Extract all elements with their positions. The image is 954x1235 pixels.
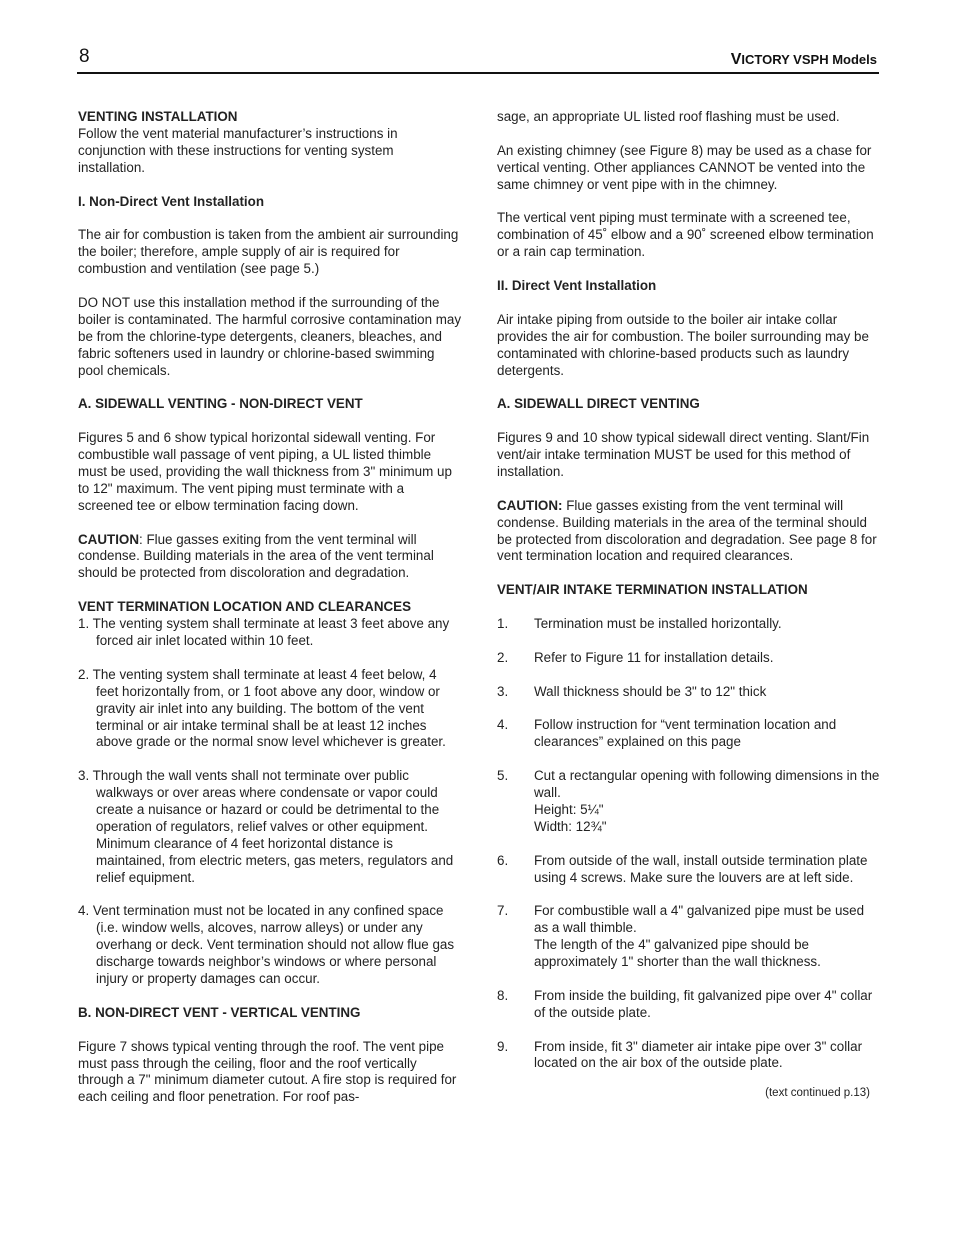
caution-label: CAUTION: [497,497,563,513]
step-body [534,903,881,971]
step-text: From inside, fit 3" diameter air intake pipe over 3" collar located on the air box of the outside plate. [534,1038,863,1071]
combustion-air-paragraph: The air for combustion is taken from the ambient air surrounding the boiler; therefore, ample supply of air is required for combustion and ventilation (see page 5.) [78,227,459,277]
step-text: From outside of the wall, install outside termination plate using 4 screws. Make sure the louvers are at left side. [534,852,868,885]
vertical-venting-paragraph: Figure 7 shows typical venting through the roof. The vent pipe must pass through the ceiling, floor and the roof vertically through a 7" minimum diameter cutout. A fire stop is required for each ceiling and floor penetration. For roof pas- [78,1038,457,1105]
step-number: 9. [497,1038,509,1054]
step-number: 8. [497,987,509,1003]
step-body [534,768,881,836]
step-number: 3. [497,683,509,699]
step-number: 5. [497,768,509,784]
step-dimension-width: Width: 12¾" [534,818,607,834]
caution-paragraph-right [497,498,881,566]
air-intake-paragraph: Air intake piping from outside to the boiler air intake collar provides the air for combustion. The boiler surrounding may be contaminated with chlorine-based products such as laundry detergents. [497,311,869,378]
installation-step [497,684,881,701]
clearance-item: 3. Through the wall vents shall not terminate over public walkways or over areas where condensate or vapor could create a nuisance or hazard or could be detrimental to the operation of regulators, relief valves or other equipment. Minimum clearance of 4 feet horizontal distance is maintained, from electric meters, gas meters, regulators and relief equipment. [78,768,454,885]
installation-step [497,768,881,836]
venting-intro: Follow the vent material manufacturer’s instructions in conjunction with these instructions for venting system installation. [78,125,398,175]
sidewall-direct-paragraph: Figures 9 and 10 show typical sidewall direct venting. Slant/Fin vent/air intake termination MUST be used for this method of installation. [497,430,870,479]
caution-text: Flue gasses existing from the vent terminal will condense. Building materials in the area of the terminal should be protected from discoloration and degradation. See page 8 for vent termination location and required clearances. [497,497,877,564]
vertical-termination-paragraph: The vertical vent piping must terminate with a screened tee, combination of 45˚ elbow and a 90˚ screened elbow termination or a rain cap termination. [497,210,874,260]
clearance-item: 1. The venting system shall terminate at least 3 feet above any forced air inlet located within 10 feet. [78,616,450,648]
sidewall-venting-paragraph: Figures 5 and 6 show typical horizontal sidewall venting. For combustible wall passage of vent piping, a UL listed thimble must be used, providing the wall thickness from 3" minimum up to 12" maximum. The vent piping must terminate with a screened tee or elbow termination facing down. [78,430,452,513]
sidewall-venting-heading: A. SIDEWALL VENTING - NON-DIRECT VENT [78,396,363,412]
header-title-suffix: Models [828,52,877,67]
step-text: Refer to Figure 11 for installation details. [534,649,774,665]
step-number: 6. [497,852,509,868]
step-text: From inside the building, fit galvanized pipe over 4" collar of the outside plate. [534,987,873,1020]
installation-step [497,616,881,633]
step-subtext: The length of the 4" galvanized pipe should be approximately 1" shorter than the wall thickness. [534,937,821,970]
non-direct-vent-heading: I. Non-Direct Vent Installation [78,193,265,209]
installation-step [497,1039,881,1073]
running-header-title [731,52,877,69]
vertical-venting-heading: B. NON-DIRECT VENT - VERTICAL VENTING [78,1004,361,1020]
installation-step [497,988,881,1022]
step-number: 7. [497,903,509,919]
step-number: 1. [497,616,509,632]
installation-step [497,717,881,751]
sidewall-direct-heading: A. SIDEWALL DIRECT VENTING [497,396,700,412]
chimney-paragraph: An existing chimney (see Figure 8) may be used as a chase for vertical venting. Other appliances CANNOT be vented into the same chimney or vent pipe with in the chimney. [497,142,872,192]
step-text: Follow instruction for “vent termination location and clearances” explained on this page [534,717,837,750]
step-number: 2. [497,649,509,665]
installation-step [497,853,881,887]
clearance-item: 4. Vent termination must not be located in any confined space (i.e. window wells, alcoves, narrow alleys) or under any overhang or deck. Vent termination should not allow flue gas discharge towards neighbor’s windows or where personal injury or property damages can occur. [78,903,455,987]
step-text: For combustible wall a 4" galvanized pipe must be used as a wall thimble. [534,903,865,936]
step-text: Cut a rectangular opening with following dimensions in the wall. [534,768,880,801]
caution-text: : Flue gasses exiting from the vent terminal will condense. Building materials in the area of the vent terminal should be protected from discoloration and degradation. [78,531,434,581]
continued-note: (text continued p.13) [765,1087,870,1100]
installation-step [497,903,881,971]
caution-paragraph-left [78,532,462,583]
step-dimension-height: Height: 5¼" [534,801,604,817]
venting-installation-heading: VENTING INSTALLATION [78,109,238,124]
header-title-initial: V [730,51,742,68]
page-number: 8 [79,46,90,67]
right-column [497,109,881,1102]
caution-label: CAUTION [78,531,139,547]
clearances-heading: VENT TERMINATION LOCATION AND CLEARANCES [78,599,412,615]
step-text: Termination must be installed horizontally. [534,616,782,632]
step-text: Wall thickness should be 3" to 12" thick [534,683,767,699]
roof-flashing-continuation: sage, an appropriate UL listed roof flashing must be used. [497,109,840,124]
contamination-warning-paragraph: DO NOT use this installation method if the surrounding of the boiler is contaminated. The harmful corrosive contamination may be from the chlorine-type detergents, cleaners, bleaches, and fabric softeners used in laundry or chlorine-based swimming pool chemicals. [78,294,462,378]
left-column [78,109,462,1123]
header-title-rest: ICTORY VSPH [741,52,829,67]
step-number: 4. [497,717,509,733]
clearance-item: 2. The venting system shall terminate at least 4 feet below, 4 feet horizontally from, or 1 foot above any door, window or gravity air inlet into any building. The bottom of the vent terminal or air intake terminal shall be at least 12 inches above grade or the normal snow level whichever is greater. [78,666,446,750]
direct-vent-heading: II. Direct Vent Installation [497,278,657,294]
intake-termination-heading: VENT/AIR INTAKE TERMINATION INSTALLATION [497,582,808,598]
installation-step [497,650,881,667]
header-rule [77,72,879,74]
